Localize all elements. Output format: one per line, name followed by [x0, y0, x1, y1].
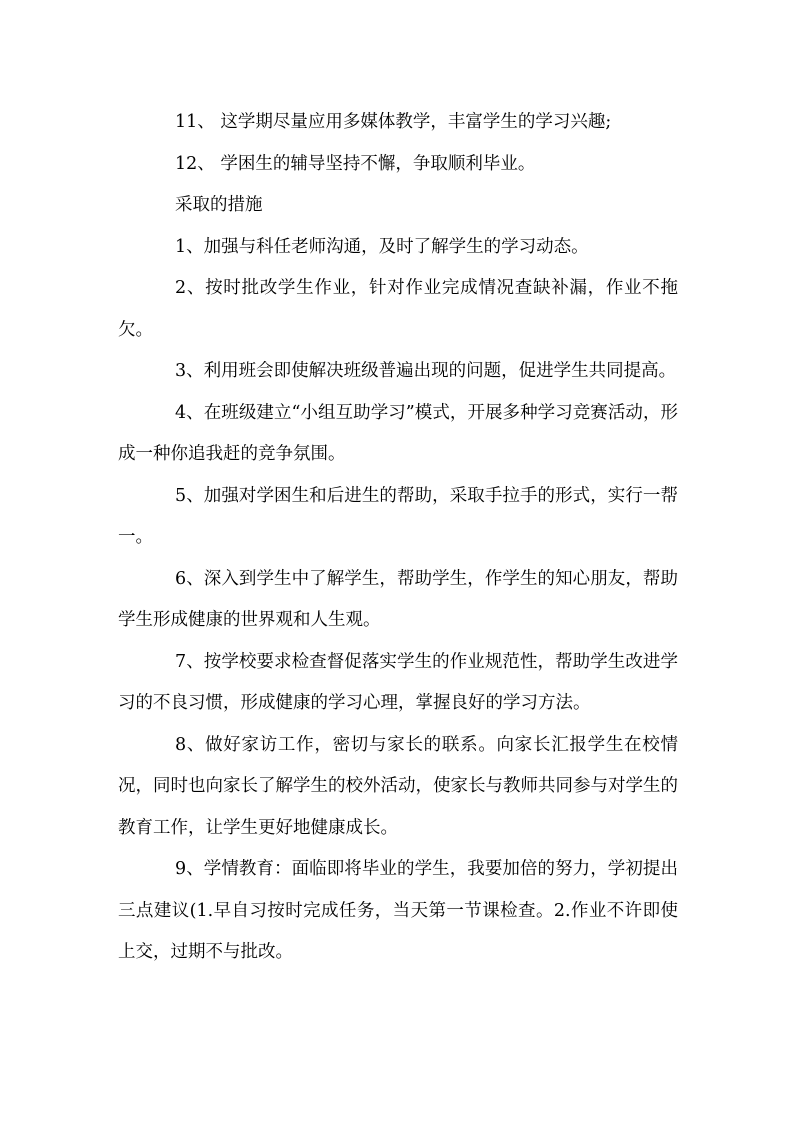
measure-item-4: 4、在班级建立“小组互助学习”模式，开展多种学习竞赛活动，形成一种你追我赶的竞争氛围。 — [118, 402, 678, 464]
measure-item-8: 8、做好家访工作，密切与家长的联系。向家长汇报学生在校情况，同时也向家长了解学生的校外活动，使家长与教师共同参与对学生的教育工作，让学生更好地健康成长。 — [118, 734, 678, 838]
document-body — [118, 102, 678, 974]
measure-item-3: 3、利用班会即使解决班级普遍出现的问题，促进学生共同提高。 — [175, 361, 677, 381]
measure-item-5: 5、加强对学困生和后进生的帮助，采取手拉手的形式，实行一帮一。 — [118, 485, 678, 547]
measure-item-7: 7、按学校要求检查督促落实学生的作业规范性，帮助学生改进学习的不良习惯，形成健康的学习心理，掌握良好的学习方法。 — [118, 651, 678, 713]
measure-item-1: 1、加强与科任老师沟通，及时了解学生的学习动态。 — [175, 236, 589, 257]
paragraph-item-11: 11、 这学期尽量应用多媒体教学，丰富学生的学习兴趣; — [175, 112, 612, 132]
paragraph-item-12: 12、 学困生的辅导坚持不懈，争取顺利毕业。 — [175, 153, 536, 174]
measure-item-9: 9、学情教育：面临即将毕业的学生，我要加倍的努力，学初提出三点建议(1.早自习按时完成任务，当天第一节课检查。2.作业不许即使上交，过期不与批改。 — [118, 859, 678, 962]
section-heading-measures: 采取的措施 — [175, 195, 263, 215]
measure-item-2: 2、按时批改学生作业，针对作业完成情况查缺补漏，作业不拖欠。 — [118, 278, 678, 340]
measure-item-6: 6、深入到学生中了解学生，帮助学生，作学生的知心朋友，帮助学生形成健康的世界观和人生观。 — [118, 568, 678, 630]
